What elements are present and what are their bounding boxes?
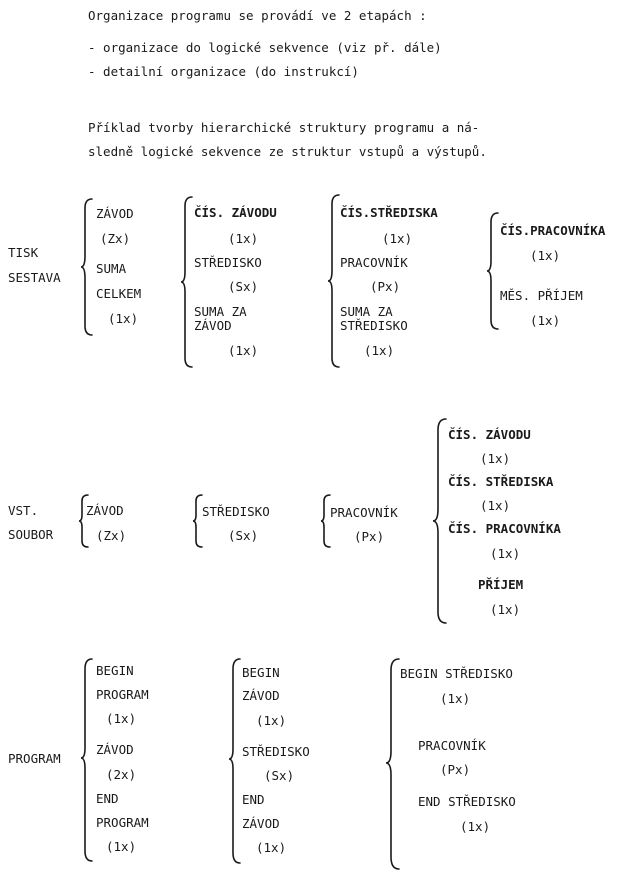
node: END	[96, 791, 119, 806]
node: (Sx)	[228, 528, 259, 543]
node: (1x)	[440, 691, 471, 706]
node: ČÍS.STŘEDISKA	[340, 205, 438, 220]
node: (1x)	[490, 602, 521, 617]
intro-line: Organizace programu se provádí ve 2 etapách :	[88, 8, 427, 23]
node: (1x)	[364, 343, 395, 358]
node: (1x)	[382, 231, 413, 246]
node: (Px)	[370, 279, 401, 294]
node: PŘÍJEM	[478, 577, 524, 592]
node: (Zx)	[96, 528, 127, 543]
node: (1x)	[480, 451, 511, 466]
left-brace-icon	[432, 418, 448, 624]
node: BEGIN	[96, 663, 134, 678]
node: (1x)	[490, 546, 521, 561]
left-brace-icon	[180, 196, 194, 368]
node: ZÁVOD	[86, 503, 124, 518]
node: ČÍS. PRACOVNÍKA	[448, 521, 561, 536]
left-brace-icon	[80, 198, 94, 336]
node: BEGIN STŘEDISKO	[400, 666, 513, 681]
intro-line: - organizace do logické sekvence (viz př. dále)	[88, 40, 442, 55]
node: STŘEDISKO	[202, 504, 270, 519]
diagram-label: SOUBOR	[8, 527, 54, 542]
diagram-label: VST.	[8, 503, 39, 518]
node: ZÁVOD	[96, 742, 134, 757]
left-brace-icon	[228, 658, 242, 864]
node: END STŘEDISKO	[418, 794, 516, 809]
node: (1x)	[480, 498, 511, 513]
node: (1x)	[256, 840, 287, 855]
node: (1x)	[530, 248, 561, 263]
node: (1x)	[228, 231, 259, 246]
node: END	[242, 792, 265, 807]
left-brace-icon	[80, 658, 94, 862]
left-brace-icon	[327, 194, 341, 368]
node: MĚS. PŘÍJEM	[500, 288, 583, 303]
node: (1x)	[530, 313, 561, 328]
node: (1x)	[460, 819, 491, 834]
node: (Sx)	[264, 768, 295, 783]
node: BEGIN	[242, 665, 280, 680]
node: PRACOVNÍK	[418, 738, 486, 753]
node: (1x)	[108, 311, 139, 326]
node: CELKEM	[96, 286, 142, 301]
node: ZÁVOD	[194, 318, 232, 333]
intro-line: - detailní organizace (do instrukcí)	[88, 64, 359, 79]
node: (1x)	[256, 713, 287, 728]
node: (Px)	[354, 529, 385, 544]
node: SUMA ZA	[194, 304, 247, 319]
left-brace-icon	[192, 494, 204, 548]
node: ČÍS. ZÁVODU	[448, 427, 531, 442]
intro-line: sledně logické sekvence ze struktur vstupů a výstupů.	[88, 144, 487, 159]
node: ČÍS.PRACOVNÍKA	[500, 223, 606, 238]
node: STŘEDISKO	[242, 744, 310, 759]
node: ČÍS. ZÁVODU	[194, 205, 277, 220]
node: PROGRAM	[96, 815, 149, 830]
node: ČÍS. STŘEDISKA	[448, 474, 554, 489]
node: (1x)	[106, 711, 137, 726]
node: STŘEDISKO	[340, 318, 408, 333]
diagram-label: TISK	[8, 245, 39, 260]
left-brace-icon	[385, 658, 401, 870]
intro-line: Příklad tvorby hierarchické struktury programu a ná-	[88, 120, 480, 135]
node: SUMA ZA	[340, 304, 393, 319]
node: (Sx)	[228, 279, 259, 294]
diagram-label: SESTAVA	[8, 270, 61, 285]
left-brace-icon	[486, 212, 500, 330]
node: PRACOVNÍK	[330, 505, 398, 520]
node: (1x)	[106, 839, 137, 854]
node: (2x)	[106, 767, 137, 782]
node: (Px)	[440, 762, 471, 777]
node: ZÁVOD	[242, 816, 280, 831]
left-brace-icon	[320, 494, 332, 548]
diagram-label: PROGRAM	[8, 751, 61, 766]
node: (Zx)	[100, 231, 131, 246]
node: SUMA	[96, 261, 127, 276]
node: PROGRAM	[96, 687, 149, 702]
node: ZÁVOD	[242, 688, 280, 703]
node: ZÁVOD	[96, 206, 134, 221]
node: PRACOVNÍK	[340, 255, 408, 270]
node: (1x)	[228, 343, 259, 358]
node: STŘEDISKO	[194, 255, 262, 270]
